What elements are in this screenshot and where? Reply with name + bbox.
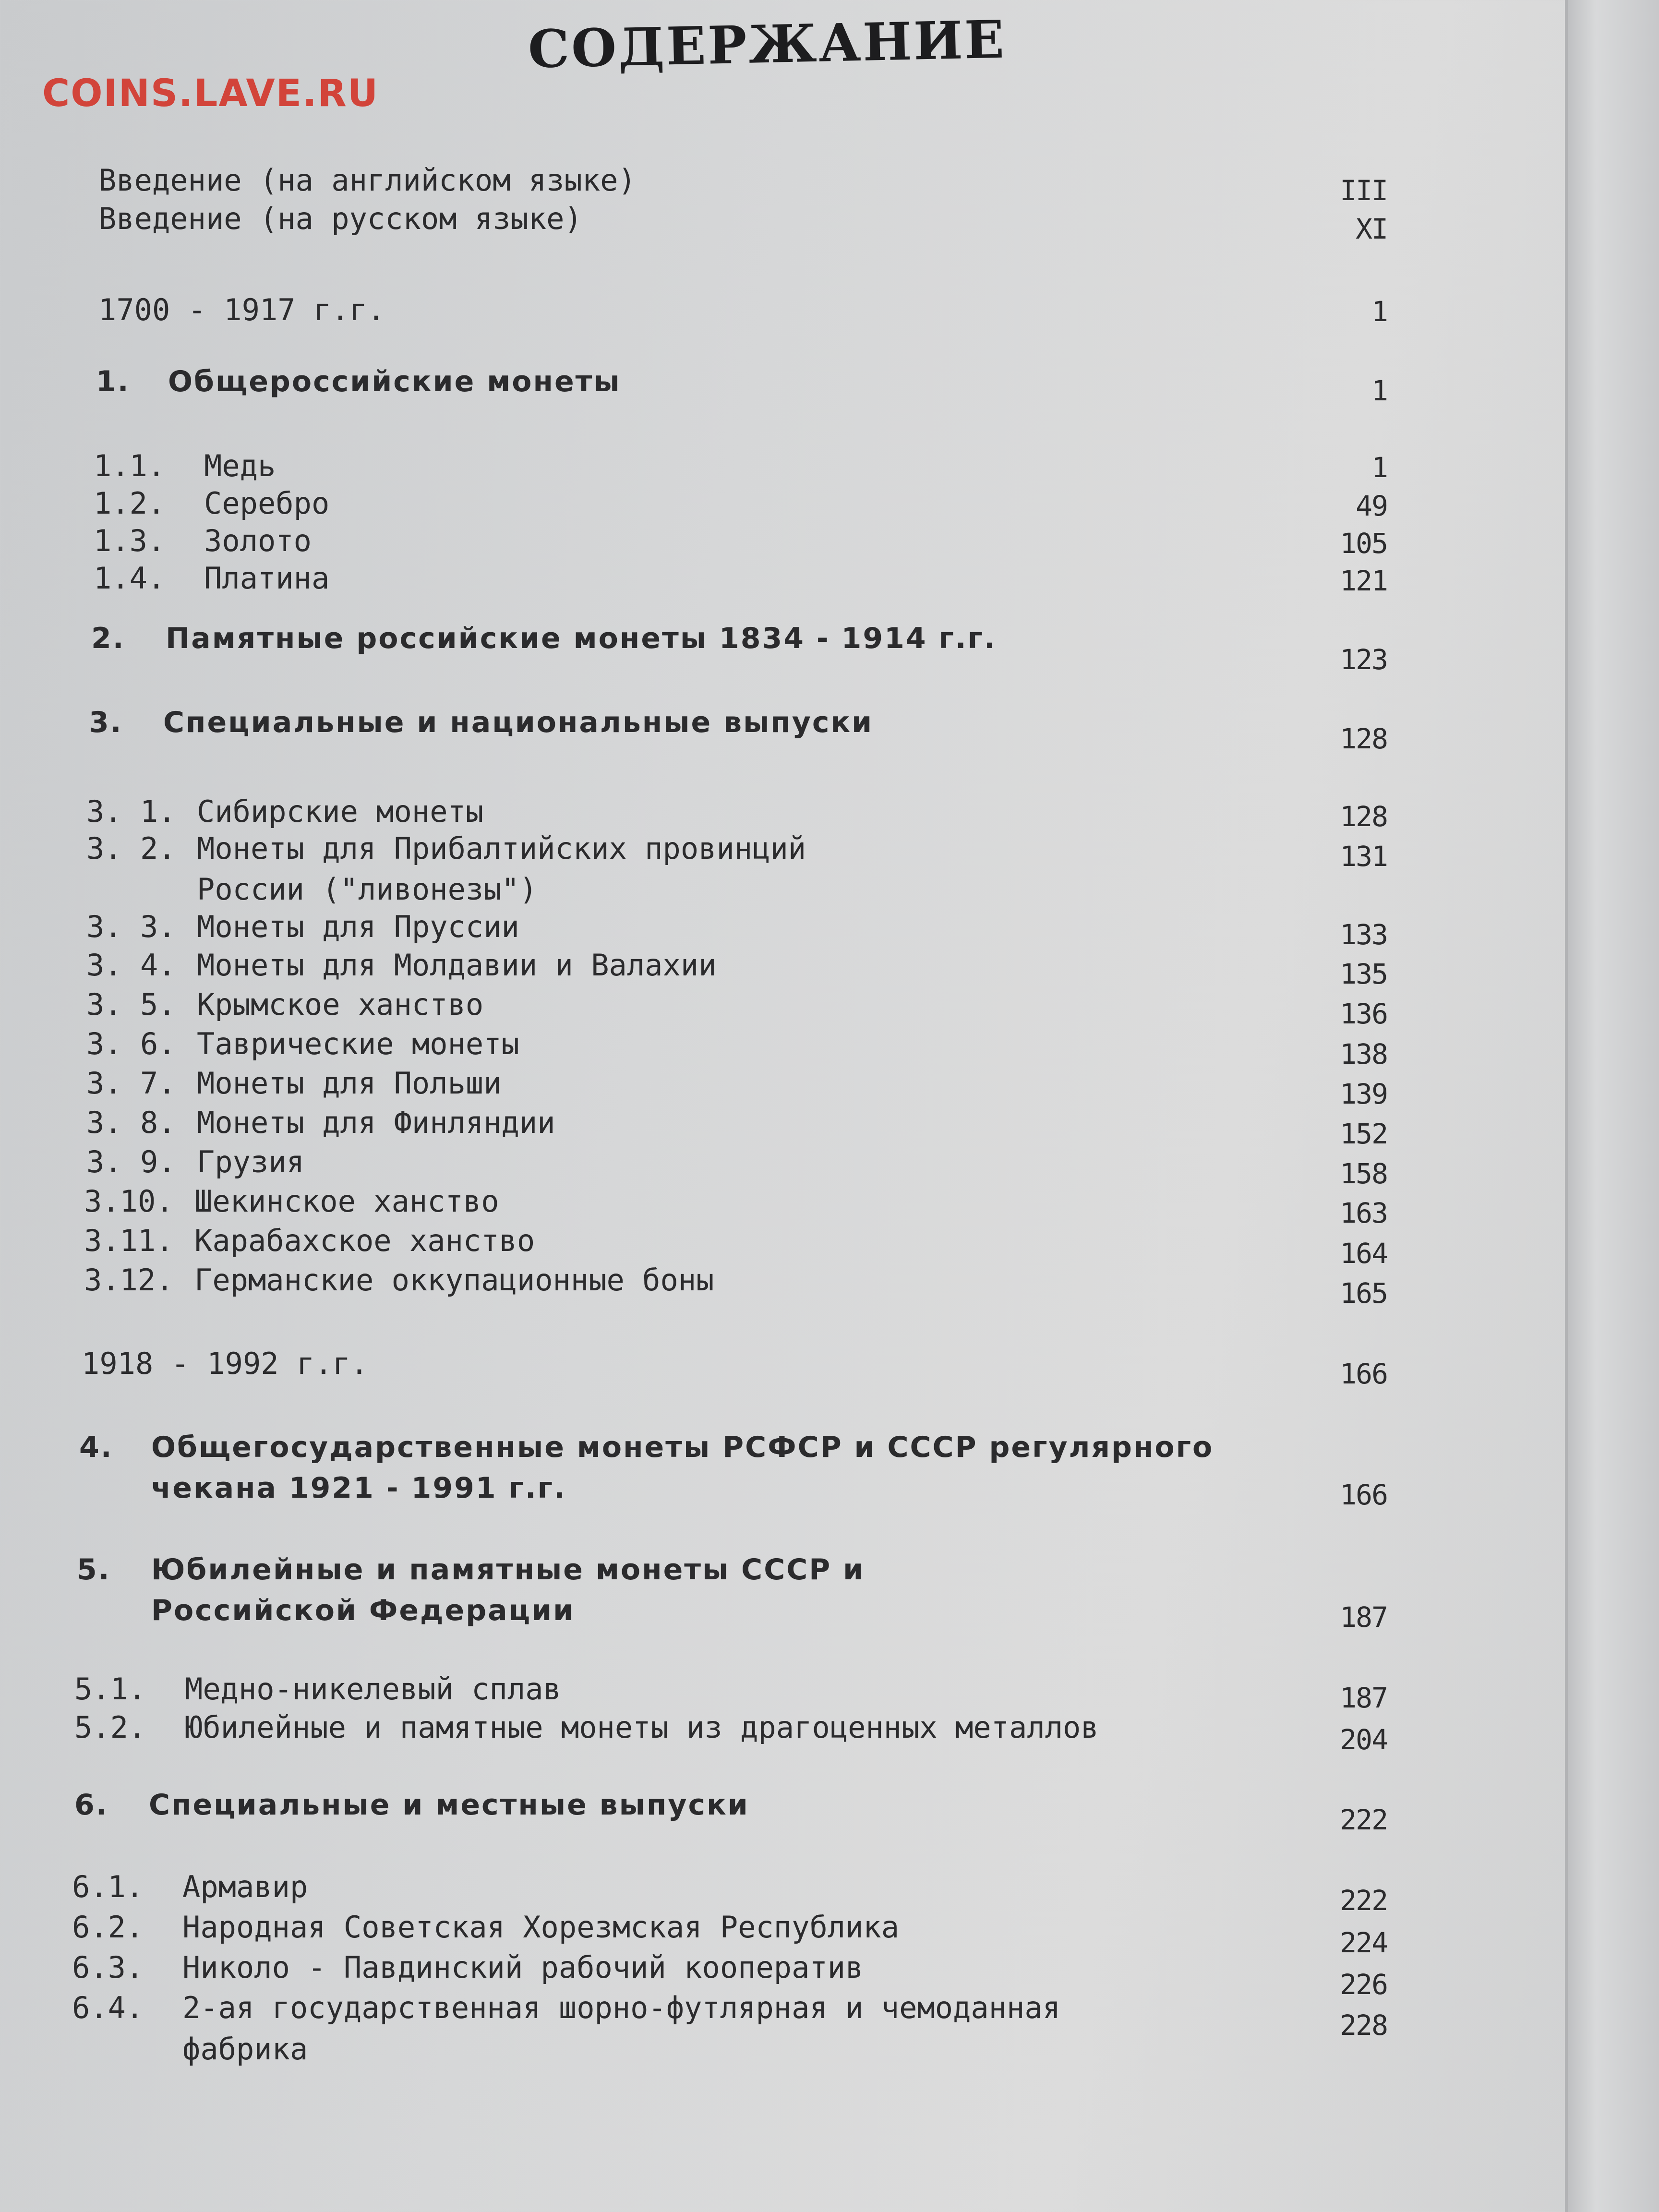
- toc-entry-3-5: [86, 987, 484, 1022]
- entry-text: Российской Федерации: [151, 1594, 575, 1627]
- toc-entry-3-8: [86, 1105, 555, 1140]
- entry-number: 1.4.: [94, 561, 166, 596]
- page-number: 139: [1340, 1078, 1387, 1110]
- page-number: 152: [1340, 1118, 1387, 1150]
- section-number: 3.: [89, 706, 123, 739]
- toc-entry-3-2: [86, 831, 806, 866]
- page-title: СОДЕРЖАНИЕ: [527, 9, 1007, 80]
- page-number: 226: [1340, 1968, 1387, 2001]
- page-number: 165: [1340, 1277, 1387, 1310]
- entry-text: Крымское ханство: [197, 987, 484, 1022]
- toc-entry-5-2: [74, 1710, 1099, 1745]
- page-number: 138: [1340, 1038, 1387, 1070]
- page-number: 164: [1340, 1237, 1387, 1270]
- entry-number: 3. 6.: [86, 1026, 176, 1061]
- toc-entry-3-2-cont: [197, 872, 538, 907]
- toc-entry-3-1: [86, 794, 484, 829]
- entry-number: 5.1.: [74, 1671, 146, 1707]
- entry-text: Шекинское ханство: [194, 1184, 499, 1219]
- entry-text: Карабахское ханство: [194, 1223, 535, 1258]
- page-number: 1: [1371, 451, 1387, 484]
- page-number: 163: [1340, 1197, 1387, 1229]
- entry-text: 1700 - 1917 г.г.: [98, 292, 385, 327]
- entry-text: Памятные российские монеты 1834 - 1914 г.г.: [166, 622, 997, 655]
- page-number: 49: [1356, 490, 1387, 522]
- page-number: 131: [1340, 840, 1387, 873]
- toc-entry-3-6: [86, 1026, 519, 1061]
- entry-text: Народная Советская Хорезмская Республика: [182, 1910, 900, 1945]
- entry-number: 6.2.: [72, 1910, 144, 1945]
- page-number: 135: [1340, 958, 1387, 990]
- entry-text: фабрика: [182, 2032, 308, 2067]
- entry-number: 3. 2.: [86, 831, 176, 866]
- section-number: 4.: [79, 1431, 113, 1464]
- toc-section-5-cont: [151, 1596, 575, 1625]
- page-number: 136: [1340, 998, 1387, 1030]
- toc-entry-3-7: [86, 1066, 502, 1101]
- toc-section-4-cont: [151, 1471, 566, 1505]
- entry-number: 1.3.: [94, 523, 166, 558]
- entry-text: Введение (на английском языке): [98, 163, 636, 198]
- toc-section-6: [74, 1788, 749, 1822]
- page-number: 1: [1371, 374, 1387, 407]
- page-number: 166: [1340, 1479, 1387, 1511]
- toc-entry-3-3: [86, 909, 519, 944]
- page-number: 123: [1340, 643, 1387, 676]
- entry-text: России ("ливонезы"): [197, 872, 538, 907]
- page-number: 222: [1340, 1803, 1387, 1836]
- entry-text: Общероссийские монеты: [168, 365, 621, 398]
- page-number: 121: [1340, 565, 1387, 597]
- toc-entry-3-11: [84, 1223, 535, 1258]
- entry-text: Специальные и национальные выпуски: [163, 706, 874, 739]
- toc-entry-5-1: [74, 1671, 561, 1707]
- entry-number: 3. 5.: [86, 987, 176, 1022]
- page-number: 187: [1340, 1682, 1387, 1714]
- toc-entry-3-4: [86, 948, 717, 983]
- toc-entry-intro-en: [98, 163, 636, 198]
- entry-number: 3.12.: [84, 1262, 174, 1298]
- entry-text: 1918 - 1992 г.г.: [82, 1346, 369, 1381]
- toc-section-3: [89, 708, 873, 737]
- entry-text: Таврические монеты: [197, 1026, 519, 1061]
- entry-number: 3. 8.: [86, 1105, 176, 1140]
- entry-number: 3. 1.: [86, 794, 176, 829]
- entry-number: 3. 7.: [86, 1066, 176, 1101]
- page-number: 224: [1340, 1926, 1387, 1959]
- entry-text: Монеты для Молдавии и Валахии: [197, 948, 717, 983]
- toc-section-1: [96, 367, 621, 396]
- entry-text: Медно-никелевый сплав: [185, 1671, 561, 1707]
- toc-entry-1-2: [94, 486, 330, 521]
- toc-period-1700-1917: [98, 292, 385, 327]
- toc-entry-3-12: [84, 1262, 714, 1298]
- toc-entry-1-3: [94, 523, 312, 558]
- entry-number: 3.10.: [84, 1184, 174, 1219]
- entry-text: 2-ая государственная шорно-футлярная и чемоданная: [182, 1990, 1061, 2025]
- section-number: 1.: [96, 365, 130, 398]
- entry-text: Золото: [204, 523, 312, 558]
- entry-text: Общегосударственные монеты РСФСР и СССР регулярного: [151, 1431, 1214, 1464]
- entry-text: Николо - Павдинский рабочий кооператив: [182, 1950, 864, 1985]
- entry-number: 3. 4.: [86, 948, 176, 983]
- entry-text: Серебро: [204, 486, 330, 521]
- entry-text: Юбилейные и памятные монеты СССР и: [151, 1553, 865, 1587]
- entry-number: 3. 9.: [86, 1144, 176, 1179]
- page-number: 133: [1340, 918, 1387, 951]
- entry-number: 1.1.: [94, 448, 166, 483]
- entry-number: 3.11.: [84, 1223, 174, 1258]
- page-number: 1: [1371, 295, 1387, 328]
- page-number: 204: [1340, 1723, 1387, 1756]
- page-number: 105: [1340, 527, 1387, 560]
- toc-section-4: [79, 1433, 1214, 1462]
- entry-text: Медь: [204, 448, 276, 483]
- entry-text: Монеты для Пруссии: [197, 909, 519, 944]
- page-number: III: [1340, 174, 1387, 207]
- toc-entry-3-10: [84, 1184, 499, 1219]
- page-number: 222: [1340, 1884, 1387, 1917]
- entry-text: Введение (на русском языке): [98, 201, 582, 236]
- watermark: COINS.LAVE.RU: [42, 72, 379, 115]
- entry-text: Специальные и местные выпуски: [149, 1788, 749, 1822]
- section-number: 6.: [74, 1788, 108, 1822]
- entry-text: Юбилейные и памятные монеты из драгоценных металлов: [185, 1710, 1099, 1745]
- toc-entry-6-2: [72, 1910, 900, 1945]
- toc-period-1918-1992: [82, 1346, 369, 1381]
- page-number: 228: [1340, 2009, 1387, 2042]
- toc-entry-3-9: [86, 1144, 304, 1179]
- entry-text: чекана 1921 - 1991 г.г.: [151, 1471, 566, 1505]
- toc-entry-6-4-cont: [182, 2032, 308, 2067]
- section-number: 5.: [77, 1553, 111, 1587]
- page-number: XI: [1356, 213, 1387, 245]
- entry-text: Монеты для Прибалтийских провинций: [197, 831, 806, 866]
- page-number: 166: [1340, 1358, 1387, 1390]
- toc-entry-intro-ru: [98, 201, 582, 236]
- toc-entry-6-1: [72, 1869, 308, 1904]
- entry-number: 5.2.: [74, 1710, 146, 1745]
- toc-entry-1-1: [94, 448, 276, 483]
- page-number: 128: [1340, 722, 1387, 755]
- entry-text: Армавир: [182, 1869, 308, 1904]
- section-number: 2.: [91, 622, 125, 655]
- entry-text: Грузия: [197, 1144, 304, 1179]
- toc-entry-1-4: [94, 561, 330, 596]
- toc-section-5: [77, 1553, 865, 1587]
- entry-number: 6.1.: [72, 1869, 144, 1904]
- page-number: 158: [1340, 1157, 1387, 1190]
- entry-number: 3. 3.: [86, 909, 176, 944]
- toc-entry-6-4: [72, 1990, 1061, 2025]
- toc-section-2: [91, 624, 997, 653]
- entry-number: 1.2.: [94, 486, 166, 521]
- toc-entry-6-3: [72, 1950, 864, 1985]
- entry-text: Монеты для Финляндии: [197, 1105, 555, 1140]
- entry-number: 6.4.: [72, 1990, 144, 2025]
- entry-text: Сибирские монеты: [197, 794, 484, 829]
- entry-text: Монеты для Польши: [197, 1066, 502, 1101]
- page-edge: [1565, 0, 1659, 2212]
- entry-text: Платина: [204, 561, 330, 596]
- entry-number: 6.3.: [72, 1950, 144, 1985]
- page-number: 187: [1340, 1601, 1387, 1634]
- entry-text: Германские оккупационные боны: [194, 1262, 714, 1298]
- page-number: 128: [1340, 800, 1387, 833]
